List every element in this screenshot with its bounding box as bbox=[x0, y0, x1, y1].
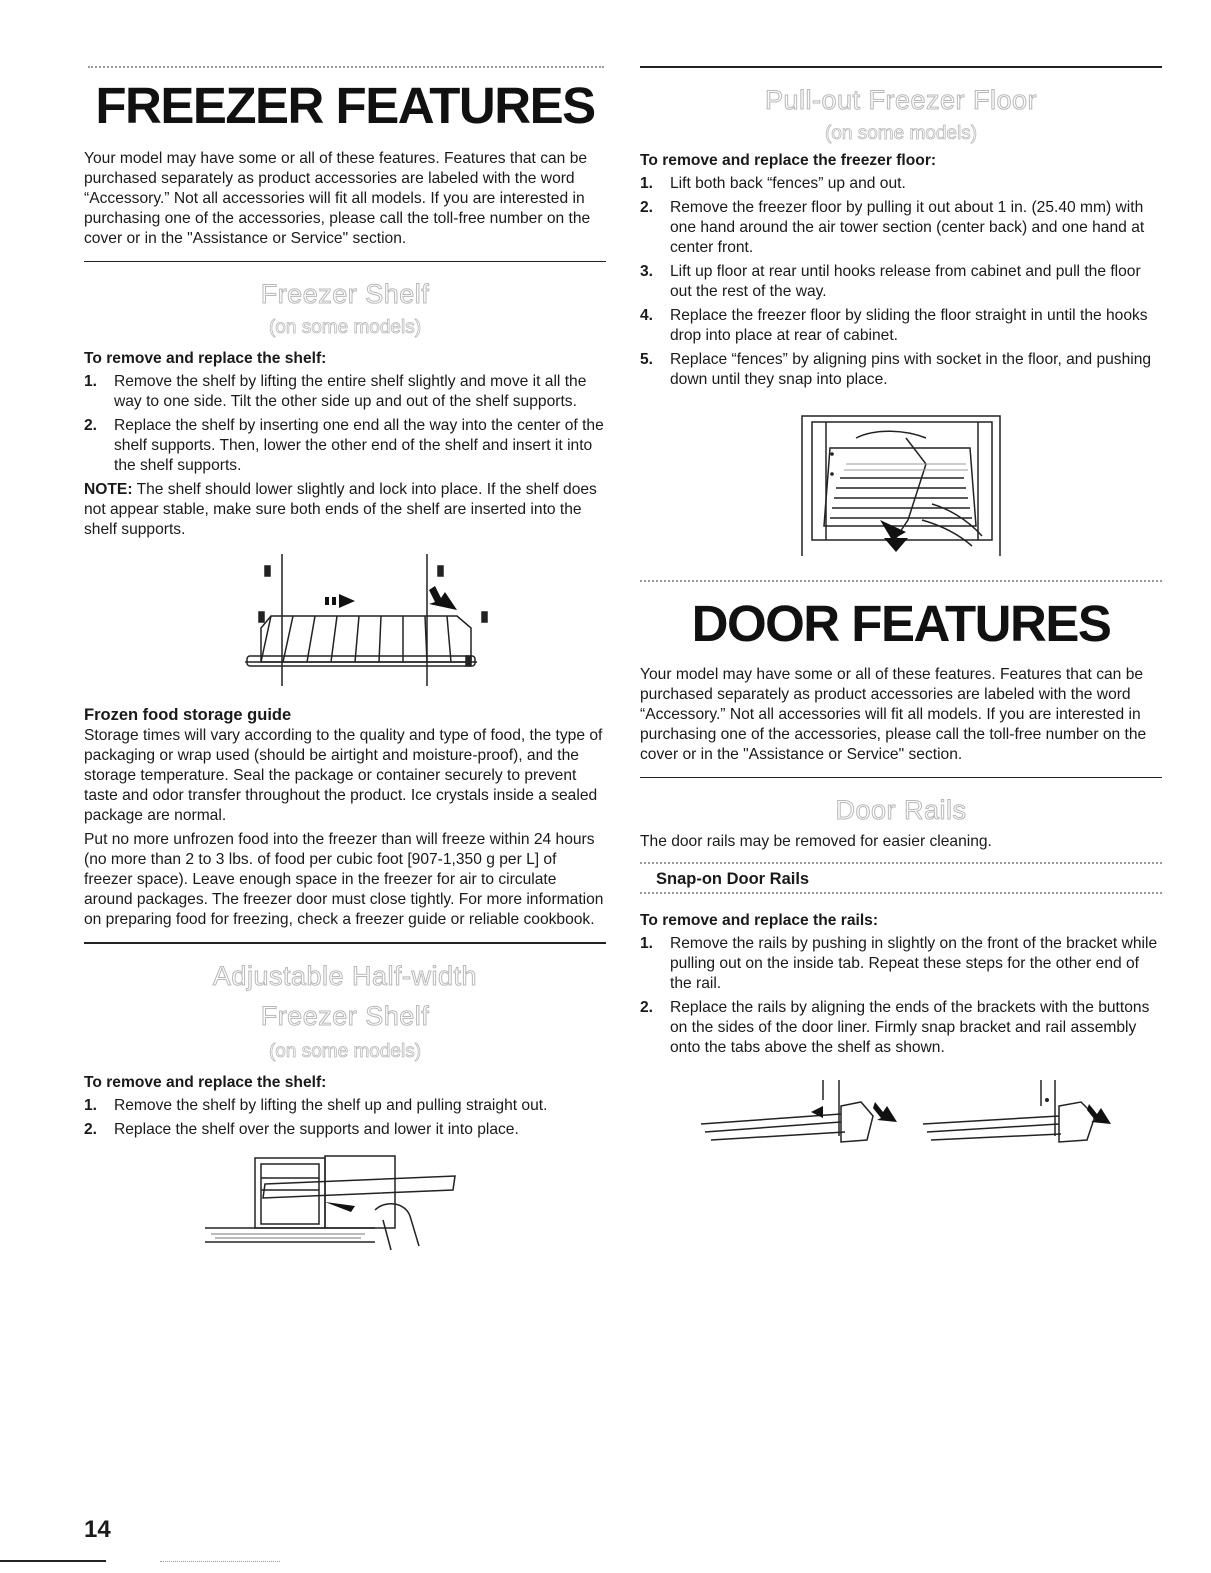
list-item bbox=[640, 998, 1162, 1058]
note-text: The shelf should lower slightly and lock into place. If the shelf does not appear stable, make sure both ends of the shelf are inserted into the shelf supports. bbox=[84, 481, 597, 538]
list-item bbox=[640, 934, 1162, 994]
frozen-guide-heading: Frozen food storage guide bbox=[84, 706, 292, 724]
list-item bbox=[640, 306, 1162, 346]
step-number: 1. bbox=[84, 373, 98, 390]
half-width-subtitle: (on some models) bbox=[268, 1041, 422, 1062]
half-width-lead: To remove and replace the shelf: bbox=[84, 1074, 327, 1091]
freezer-features-title: FREEZER FEATURES bbox=[95, 77, 595, 134]
frozen-guide-para1: Storage times will vary according to the quality and type of food, the type of packaging or wrap used (should be airtight and moisture-proof), and the storage temperature. Seal the package or container securely to prevent taste and odor transfer throughout the product. Ice crystals inside a sealed package are normal. bbox=[84, 727, 603, 824]
step-number: 3. bbox=[640, 263, 654, 280]
right-column bbox=[640, 0, 1162, 1156]
list-item bbox=[84, 1120, 606, 1140]
door-features-intro: Your model may have some or all of these features. Features that can be purchased separately as product accessories are labeled with the word “Accessory.” Not all accessories will fit all models. If you are interested in purchasing one of the accessories, please call the toll-free number on the cover or in the "Assistance or Service" section. bbox=[640, 666, 1147, 763]
step-number: 2. bbox=[84, 1121, 98, 1138]
door-rails-illustration bbox=[691, 1076, 1111, 1156]
list-item bbox=[84, 1096, 606, 1116]
step-text: Replace the shelf over the supports and lower it into place. bbox=[114, 1121, 519, 1138]
door-features-title: DOOR FEATURES bbox=[691, 595, 1111, 652]
pullout-floor-subtitle: (on some models) bbox=[824, 123, 978, 144]
step-text: Replace the freezer floor by sliding the floor straight in until the hooks drop into place at rear of cabinet. bbox=[670, 307, 1148, 344]
shelf-diagram bbox=[195, 548, 495, 698]
footer-dotted-rule bbox=[160, 1561, 280, 1562]
step-text: Replace “fences” by aligning pins with socket in the floor, and pushing down until they snap into place. bbox=[670, 351, 1152, 388]
left-column bbox=[84, 0, 606, 1260]
freezer-shelf-lead: To remove and replace the shelf: bbox=[84, 350, 327, 367]
step-number: 2. bbox=[640, 999, 654, 1016]
step-text: Replace the rails by aligning the ends of the brackets with the buttons on the sides of the door liner. Firmly snap bracket and rail assembly onto the tabs above the shelf as shown. bbox=[670, 999, 1150, 1056]
snap-on-door-rails-heading: Snap-on Door Rails bbox=[656, 870, 810, 888]
subhead-dotted-rule bbox=[640, 862, 1162, 866]
step-number: 1. bbox=[640, 935, 654, 952]
step-number: 1. bbox=[640, 175, 654, 192]
step-text: Remove the rails by pushing in slightly on the front of the bracket while pulling out on the inside tab. Repeat these steps for the other end of the rail. bbox=[670, 935, 1158, 992]
top-solid-rule bbox=[640, 66, 1162, 68]
freezer-shelf-subtitle: (on some models) bbox=[268, 317, 422, 338]
list-item bbox=[640, 262, 1162, 302]
half-width-shelf-illustration bbox=[205, 1150, 485, 1260]
freezer-shelf-note bbox=[84, 480, 606, 540]
step-number: 1. bbox=[84, 1097, 98, 1114]
footer-rule bbox=[0, 1560, 106, 1562]
step-text: Remove the shelf by lifting the entire shelf slightly and move it all the way to one side. Tilt the other side up and out of the shelf supports. bbox=[114, 373, 587, 410]
pullout-floor-title: Pull-out Freezer Floor bbox=[764, 85, 1038, 115]
list-item bbox=[640, 174, 1162, 194]
half-width-steps bbox=[84, 1096, 606, 1140]
list-item bbox=[84, 372, 606, 412]
pullout-floor-lead: To remove and replace the freezer floor: bbox=[640, 152, 937, 169]
top-dotted-rule bbox=[88, 66, 604, 70]
list-item bbox=[640, 350, 1162, 390]
step-number: 2. bbox=[84, 417, 98, 434]
step-text: Remove the freezer floor by pulling it out about 1 in. (25.40 mm) with one hand around the air tower section (center back) and one hand at center front. bbox=[670, 199, 1145, 256]
step-number: 4. bbox=[640, 307, 654, 324]
door-rail-diagram bbox=[691, 1076, 1111, 1156]
freezer-floor-diagram bbox=[796, 408, 1006, 558]
section-rule bbox=[84, 261, 606, 262]
freezer-features-intro: Your model may have some or all of these features. Features that can be purchased separately as product accessories are labeled with the word “Accessory.” Not all accessories will fit all models. If you are interested in purchasing one of the accessories, please call the toll-free number on the cover or in the "Assistance or Service" section. bbox=[84, 150, 591, 247]
pullout-floor-illustration bbox=[796, 408, 1006, 558]
note-label: NOTE: bbox=[84, 481, 133, 498]
step-number: 5. bbox=[640, 351, 654, 368]
step-text: Replace the shelf by inserting one end all the way into the center of the shelf supports. Then, lower the other end of the shelf and insert it into the shelf supports. bbox=[114, 417, 604, 474]
door-rails-steps bbox=[640, 934, 1162, 1058]
door-rails-lead: To remove and replace the rails: bbox=[640, 912, 879, 929]
freezer-shelf-illustration bbox=[195, 548, 495, 698]
section-rule bbox=[640, 777, 1162, 778]
half-shelf-diagram bbox=[205, 1150, 485, 1260]
subhead-dotted-rule bbox=[640, 892, 1162, 896]
freezer-shelf-title: Freezer Shelf bbox=[260, 279, 430, 309]
pullout-floor-steps bbox=[640, 174, 1162, 390]
half-width-title-line2: Freezer Shelf bbox=[260, 1001, 430, 1031]
page-number: 14 bbox=[84, 1516, 111, 1543]
step-text: Remove the shelf by lifting the shelf up and pulling straight out. bbox=[114, 1097, 548, 1114]
list-item bbox=[640, 198, 1162, 258]
step-number: 2. bbox=[640, 199, 654, 216]
door-rails-text: The door rails may be removed for easier cleaning. bbox=[640, 833, 992, 850]
section-dotted-rule bbox=[640, 580, 1162, 584]
half-width-title-line1: Adjustable Half-width bbox=[212, 961, 478, 991]
section-rule bbox=[84, 942, 606, 944]
frozen-guide-para2: Put no more unfrozen food into the freezer than will freeze within 24 hours (no more than 2 to 3 lbs. of food per cubic foot [907-1,350 g per L] of freezer space). Leave enough space in the freezer for air to circulate around packages. The freezer door must close tightly. For more information on preparing food for freezing, check a freezer guide or reliable cookbook. bbox=[84, 831, 604, 928]
list-item bbox=[84, 416, 606, 476]
step-text: Lift both back “fences” up and out. bbox=[670, 175, 906, 192]
door-rails-title: Door Rails bbox=[835, 795, 967, 825]
step-text: Lift up floor at rear until hooks release from cabinet and pull the floor out the rest of the way. bbox=[670, 263, 1141, 300]
freezer-shelf-steps bbox=[84, 372, 606, 476]
